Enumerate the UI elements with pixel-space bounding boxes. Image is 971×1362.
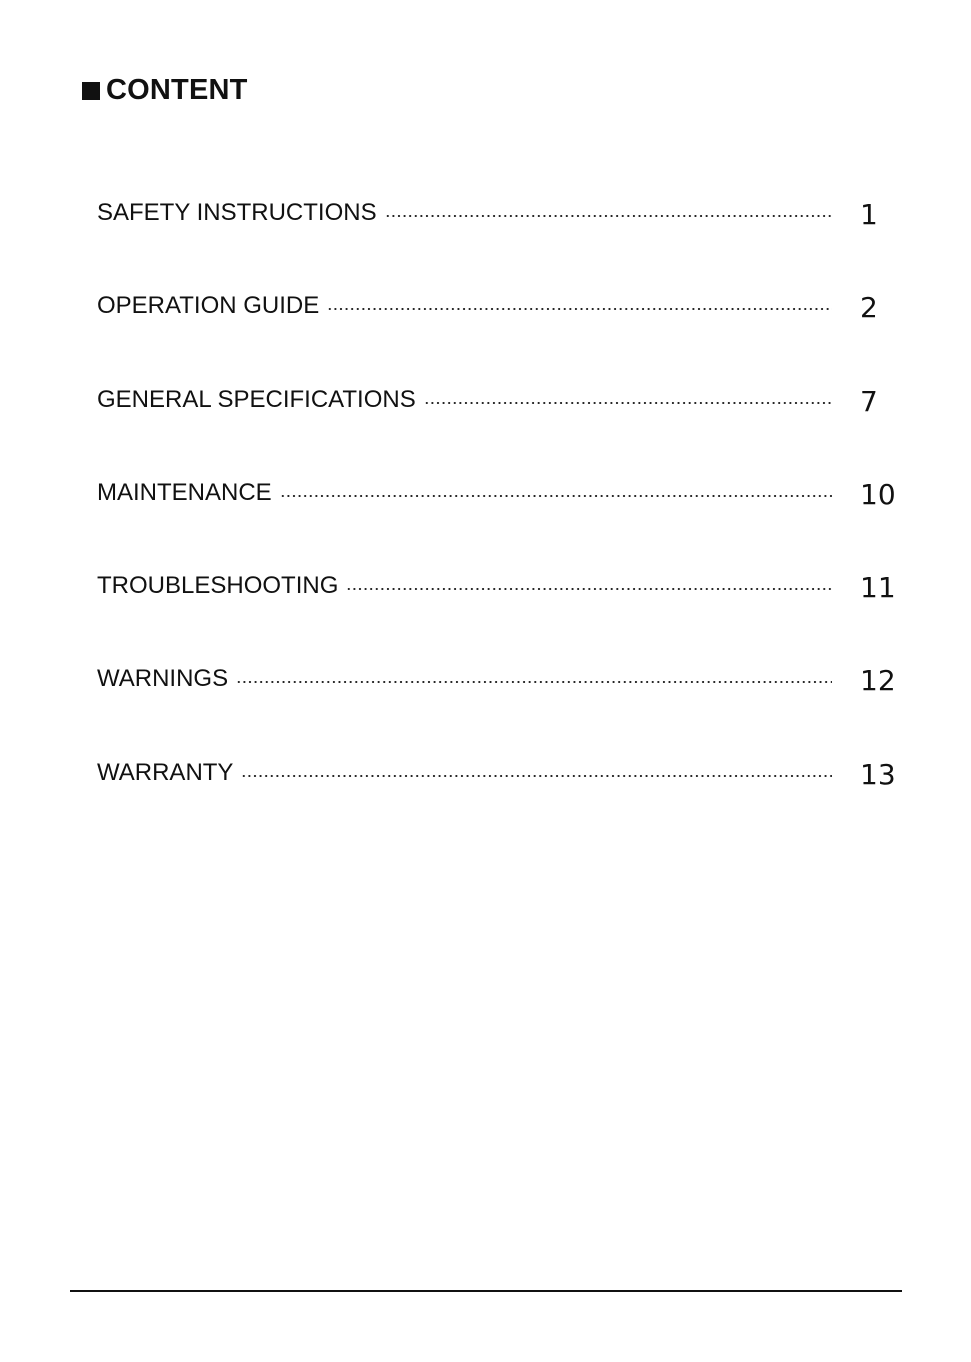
toc-entry-page-number: 11 [860, 571, 896, 605]
table-of-contents [97, 189, 907, 842]
dot-leader [424, 402, 832, 404]
footer-rule [70, 1290, 902, 1292]
dot-leader [346, 588, 832, 590]
toc-entry-page-number: 7 [860, 384, 878, 418]
page-heading [82, 70, 248, 110]
toc-entry-title: SAFETY INSTRUCTIONS [97, 199, 377, 226]
toc-entry-title: MAINTENANCE [97, 478, 272, 506]
dot-leader [236, 681, 832, 683]
toc-entry-troubleshooting[interactable] [97, 562, 907, 610]
toc-entry-page-number: 2 [860, 291, 878, 325]
toc-entry-title: WARRANTY [97, 758, 234, 786]
filled-square-icon [82, 82, 100, 100]
toc-entry-page-number: 1 [860, 198, 878, 231]
dot-leader [327, 308, 832, 310]
toc-entry-warnings[interactable] [97, 655, 907, 703]
toc-entry-safety-instructions[interactable] [97, 189, 907, 237]
dot-leader [241, 775, 832, 777]
toc-entry-page-number: 13 [860, 757, 896, 791]
toc-entry-title: GENERAL SPECIFICATIONS [97, 385, 416, 413]
toc-entry-warranty[interactable] [97, 749, 907, 797]
toc-entry-title: OPERATION GUIDE [97, 292, 320, 320]
toc-entry-maintenance[interactable] [97, 469, 907, 517]
toc-entry-title: WARNINGS [97, 665, 229, 693]
toc-entry-title: TROUBLESHOOTING [97, 572, 339, 600]
dot-leader [280, 495, 832, 497]
toc-entry-page-number: 12 [860, 664, 896, 698]
page-title: CONTENT [106, 74, 248, 106]
toc-entry-operation-guide[interactable] [97, 282, 907, 330]
dot-leader [385, 215, 832, 217]
toc-entry-general-specifications[interactable] [97, 376, 907, 424]
toc-entry-page-number: 10 [860, 477, 896, 511]
